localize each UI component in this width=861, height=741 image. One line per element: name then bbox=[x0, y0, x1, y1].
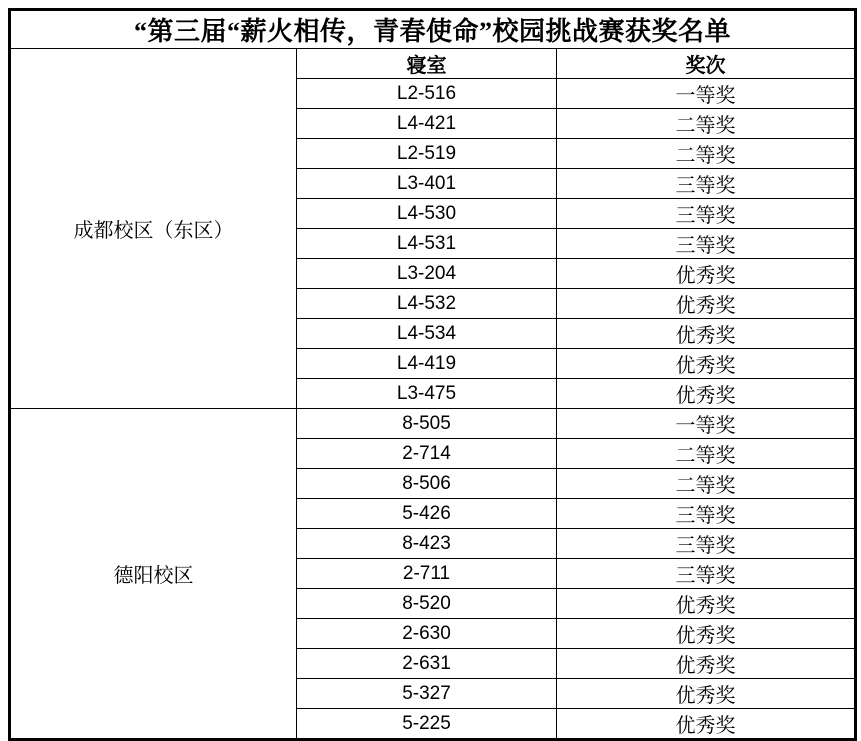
dorm-cell: 8-506 bbox=[297, 469, 557, 499]
dorm-cell: L4-531 bbox=[297, 229, 557, 259]
award-table-body bbox=[10, 10, 856, 740]
award-cell: 二等奖 bbox=[557, 439, 856, 469]
award-table bbox=[8, 8, 857, 741]
campus-cell: 德阳校区 bbox=[10, 409, 297, 740]
award-cell: 优秀奖 bbox=[557, 259, 856, 289]
award-cell: 二等奖 bbox=[557, 109, 856, 139]
award-cell: 优秀奖 bbox=[557, 619, 856, 649]
dorm-cell: 2-714 bbox=[297, 439, 557, 469]
award-cell: 二等奖 bbox=[557, 139, 856, 169]
award-cell: 三等奖 bbox=[557, 529, 856, 559]
dorm-cell: L2-519 bbox=[297, 139, 557, 169]
dorm-cell: 8-505 bbox=[297, 409, 557, 439]
dorm-cell: 2-711 bbox=[297, 559, 557, 589]
dorm-cell: 5-327 bbox=[297, 679, 557, 709]
dorm-cell: 5-225 bbox=[297, 709, 557, 740]
award-cell: 三等奖 bbox=[557, 169, 856, 199]
dorm-cell: L4-532 bbox=[297, 289, 557, 319]
dorm-cell: L3-204 bbox=[297, 259, 557, 289]
award-cell: 优秀奖 bbox=[557, 319, 856, 349]
dorm-cell: 2-630 bbox=[297, 619, 557, 649]
award-cell: 优秀奖 bbox=[557, 589, 856, 619]
dorm-cell: L3-475 bbox=[297, 379, 557, 409]
dorm-cell: 8-520 bbox=[297, 589, 557, 619]
award-cell: 一等奖 bbox=[557, 79, 856, 109]
award-cell: 优秀奖 bbox=[557, 649, 856, 679]
award-cell: 三等奖 bbox=[557, 499, 856, 529]
column-header-dorm: 寝室 bbox=[297, 49, 557, 79]
award-cell: 三等奖 bbox=[557, 199, 856, 229]
award-cell: 优秀奖 bbox=[557, 379, 856, 409]
table-row bbox=[10, 409, 856, 439]
dorm-cell: 5-426 bbox=[297, 499, 557, 529]
award-cell: 三等奖 bbox=[557, 559, 856, 589]
dorm-cell: L4-419 bbox=[297, 349, 557, 379]
dorm-cell: 2-631 bbox=[297, 649, 557, 679]
dorm-cell: 8-423 bbox=[297, 529, 557, 559]
award-cell: 优秀奖 bbox=[557, 709, 856, 740]
dorm-cell: L4-534 bbox=[297, 319, 557, 349]
header-row bbox=[10, 49, 856, 79]
award-cell: 二等奖 bbox=[557, 469, 856, 499]
campus-cell: 成都校区（东区） bbox=[10, 49, 297, 409]
award-cell: 优秀奖 bbox=[557, 349, 856, 379]
award-cell: 三等奖 bbox=[557, 229, 856, 259]
dorm-cell: L3-401 bbox=[297, 169, 557, 199]
award-cell: 一等奖 bbox=[557, 409, 856, 439]
page-title: “第三届“薪火相传，青春使命”校园挑战赛获奖名单 bbox=[10, 10, 856, 49]
dorm-cell: L2-516 bbox=[297, 79, 557, 109]
title-row bbox=[10, 10, 856, 49]
dorm-cell: L4-530 bbox=[297, 199, 557, 229]
award-cell: 优秀奖 bbox=[557, 289, 856, 319]
column-header-award: 奖次 bbox=[557, 49, 856, 79]
dorm-cell: L4-421 bbox=[297, 109, 557, 139]
award-cell: 优秀奖 bbox=[557, 679, 856, 709]
